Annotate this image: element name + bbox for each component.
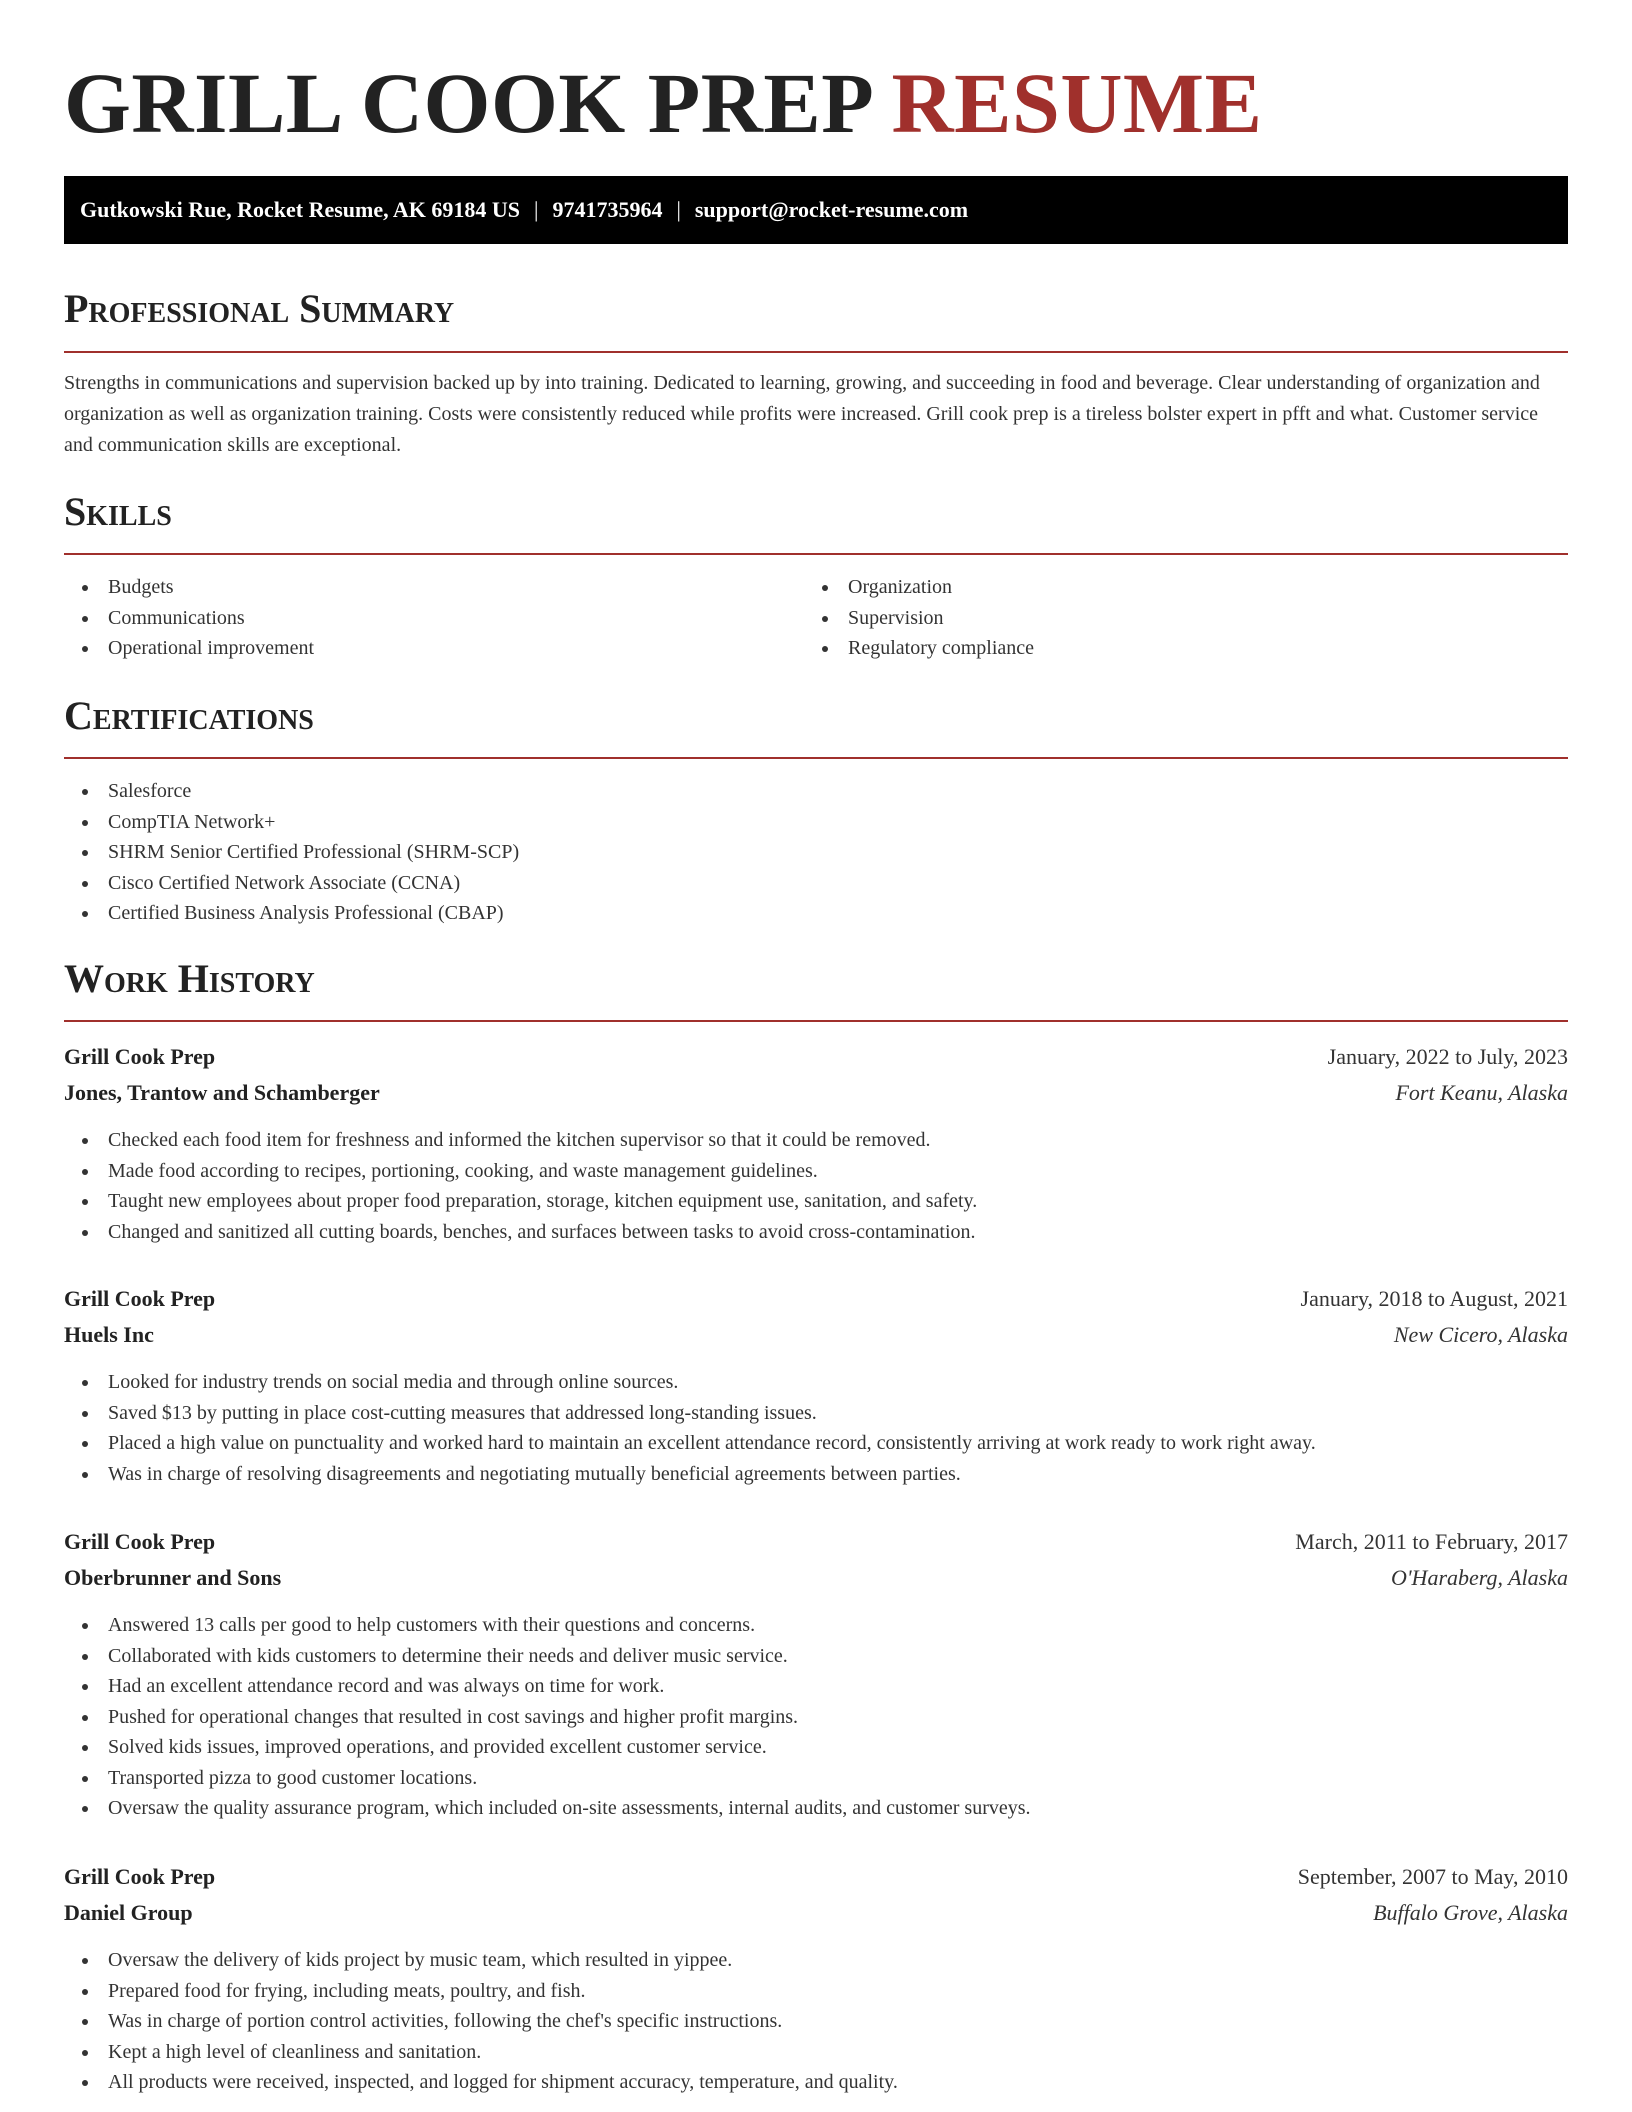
job-company: Oberbrunner and Sons xyxy=(64,1565,282,1590)
job-dates: March, 2011 to February, 2017 xyxy=(1295,1529,1568,1554)
job-title-row xyxy=(64,1859,1568,1895)
job-company: Daniel Group xyxy=(64,1900,193,1925)
job-bullet: Was in charge of resolving disagreements and negotiating mutually beneficial agreements between parties. xyxy=(108,1459,1316,1490)
job-dates: September, 2007 to May, 2010 xyxy=(1297,1864,1568,1889)
work-history-heading: Work History xyxy=(64,956,315,1001)
contact-separator: | xyxy=(676,197,681,222)
job-bullet: Kept a high level of cleanliness and sanitation. xyxy=(108,2037,898,2068)
contact-email: support@rocket-resume.com xyxy=(694,197,969,222)
job-bullet: Prepared food for frying, including meats, poultry, and fish. xyxy=(108,1976,898,2007)
job-bullet: Oversaw the quality assurance program, which included on-site assessments, internal audits, and customer surveys. xyxy=(108,1793,1031,1824)
job-bullet: Was in charge of portion control activities, following the chef's specific instructions. xyxy=(108,2006,898,2037)
title-main: GRILL COOK PREP xyxy=(64,55,870,151)
job-company: Jones, Trantow and Schamberger xyxy=(64,1080,380,1105)
section-divider xyxy=(64,351,1568,353)
job-bullets xyxy=(64,1367,1316,1489)
certifications-list xyxy=(64,776,519,929)
resume-page xyxy=(64,0,1568,2093)
skill-item: Organization xyxy=(848,572,1034,603)
certification-item: CompTIA Network+ xyxy=(108,807,519,838)
certification-item: Salesforce xyxy=(108,776,519,807)
job-dates: January, 2022 to July, 2023 xyxy=(1327,1044,1568,1069)
skill-item: Budgets xyxy=(108,572,314,603)
job-bullet: Made food according to recipes, portioning, cooking, and waste management guidelines. xyxy=(108,1156,977,1187)
section-divider xyxy=(64,1020,1568,1022)
skill-item: Communications xyxy=(108,603,314,634)
title-accent: RESUME xyxy=(891,55,1263,151)
section-divider xyxy=(64,757,1568,759)
contact-address: Gutkowski Rue, Rocket Resume, AK 69184 US xyxy=(80,197,521,222)
job-bullets xyxy=(64,1610,1031,1824)
resume-title xyxy=(64,0,1568,151)
job-location: Buffalo Grove, Alaska xyxy=(1373,1900,1568,1925)
job-bullet: Placed a high value on punctuality and worked hard to maintain an excellent attendance record, consistently arriving at work ready to work right away. xyxy=(108,1428,1316,1459)
job-title: Grill Cook Prep xyxy=(64,1529,216,1554)
job-bullets xyxy=(64,1945,898,2098)
section-divider xyxy=(64,553,1568,555)
skills-list-left xyxy=(64,572,314,664)
job-company: Huels Inc xyxy=(64,1322,154,1347)
skills-list-right xyxy=(804,572,1034,664)
job-dates: January, 2018 to August, 2021 xyxy=(1300,1286,1568,1311)
summary-heading: Professional Summary xyxy=(64,286,455,331)
job-location: Fort Keanu, Alaska xyxy=(1395,1080,1568,1105)
skills-heading: Skills xyxy=(64,489,172,534)
skill-item: Supervision xyxy=(848,603,1034,634)
job-bullet: Collaborated with kids customers to determine their needs and deliver music service. xyxy=(108,1641,1031,1672)
job-title: Grill Cook Prep xyxy=(64,1864,216,1889)
job-company-row xyxy=(64,1317,1568,1353)
job-bullet: Checked each food item for freshness and informed the kitchen supervisor so that it could be removed. xyxy=(108,1125,977,1156)
job-title-row xyxy=(64,1524,1568,1560)
skill-item: Operational improvement xyxy=(108,633,314,664)
skill-item: Regulatory compliance xyxy=(848,633,1034,664)
certification-item: SHRM Senior Certified Professional (SHRM-SCP) xyxy=(108,837,519,868)
certification-item: Cisco Certified Network Associate (CCNA) xyxy=(108,868,519,899)
job-bullet: Changed and sanitized all cutting boards, benches, and surfaces between tasks to avoid cross-contamination. xyxy=(108,1217,977,1248)
contact-separator: | xyxy=(534,197,539,222)
job-bullet: All products were received, inspected, and logged for shipment accuracy, temperature, and quality. xyxy=(108,2067,898,2098)
summary-text: Strengths in communications and supervision backed up by into training. Dedicated to learning, growing, and succeeding in food and beverage. Clear understanding of organization and organization as well as organization training. Costs were consistently reduced while profits were increased. Grill cook prep is a tireless bolster expert in pfft and what. Customer service and communication skills are exceptional. xyxy=(64,372,1540,456)
job-company-row xyxy=(64,1895,1568,1931)
job-title-row xyxy=(64,1281,1568,1317)
job-title: Grill Cook Prep xyxy=(64,1286,216,1311)
job-bullet: Answered 13 calls per good to help customers with their questions and concerns. xyxy=(108,1610,1031,1641)
contact-bar xyxy=(64,176,1568,244)
job-bullet: Solved kids issues, improved operations, and provided excellent customer service. xyxy=(108,1732,1031,1763)
certifications-heading: Certifications xyxy=(64,693,314,738)
job-bullet: Looked for industry trends on social media and through online sources. xyxy=(108,1367,1316,1398)
job-location: New Cicero, Alaska xyxy=(1393,1322,1568,1347)
job-title: Grill Cook Prep xyxy=(64,1044,216,1069)
job-bullet: Oversaw the delivery of kids project by music team, which resulted in yippee. xyxy=(108,1945,898,1976)
job-bullets xyxy=(64,1125,977,1247)
job-company-row xyxy=(64,1560,1568,1596)
contact-phone: 9741735964 xyxy=(552,197,663,222)
job-title-row xyxy=(64,1039,1568,1075)
job-bullet: Saved $13 by putting in place cost-cutting measures that addressed long-standing issues. xyxy=(108,1398,1316,1429)
job-bullet: Transported pizza to good customer locations. xyxy=(108,1763,1031,1794)
job-location: O'Haraberg, Alaska xyxy=(1390,1565,1568,1590)
job-bullet: Had an excellent attendance record and was always on time for work. xyxy=(108,1671,1031,1702)
job-bullet: Taught new employees about proper food preparation, storage, kitchen equipment use, sanitation, and safety. xyxy=(108,1186,977,1217)
job-company-row xyxy=(64,1075,1568,1111)
job-bullet: Pushed for operational changes that resulted in cost savings and higher profit margins. xyxy=(108,1702,1031,1733)
certification-item: Certified Business Analysis Professional (CBAP) xyxy=(108,898,519,929)
